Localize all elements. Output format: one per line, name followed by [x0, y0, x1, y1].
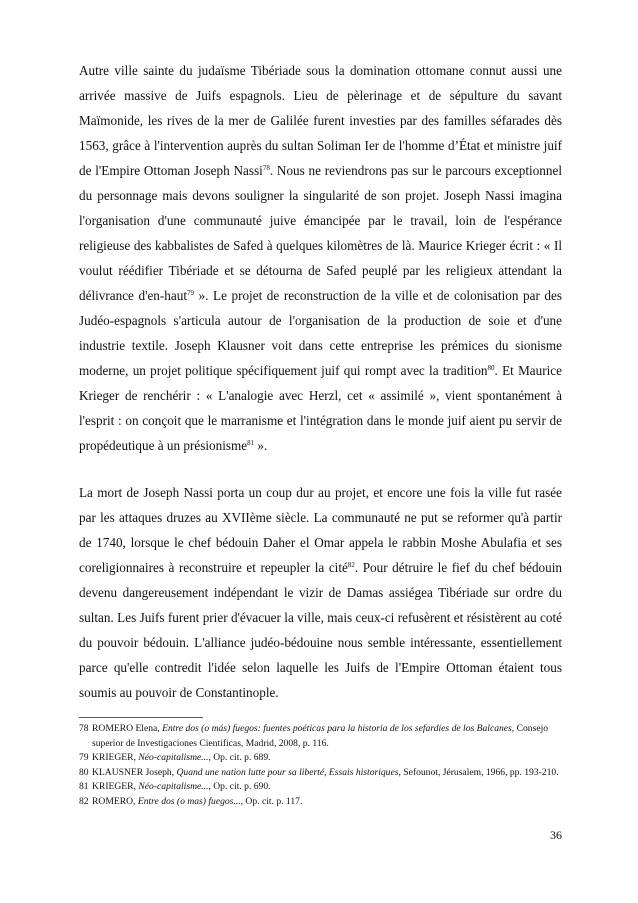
footnote-number: 81 [79, 781, 89, 793]
footnotes [79, 722, 562, 810]
paragraph: La mort de Joseph Nassi porta un coup dur au projet, et encore une fois la ville fut rasée par les attaques druzes au XVIIème siècle. La communauté ne put se reformer qu'à partir de 1740, lorsque le chef bédouin Daher el Omar appela le rabbin Moshe Abulafia et ses coreligionnaires à reconstruire et repeupler la cité$^{82}$. Pour détruire le fief du chef bédouin devenu dangereusement indépendant le vizir de Damas assiégea Tibériade sur ordre du sultan. Les Juifs furent prier d'évacuer la ville, mais ceux-ci refusèrent et résistèrent au coté du pouvoir bédouin. L'alliance judéo-bédouine nous semble intéressante, essentiellement parce qu'elle contredit l'idée selon laquelle les Juifs de l'Empire Ottoman étaient tous soumis au pouvoir de Constantinople. [79, 485, 563, 700]
italic-title: Entre dos (o más) fuegos: fuentes poéticas para la historia de los sefardíes de los Balcanes [162, 723, 512, 734]
paragraph: Autre ville sainte du judaïsme Tibériade sous la domination ottomane connut aussi une arrivée massive de Juifs espagnols. Lieu de pèlerinage et de sépulture du savant Maïmonide, les rives de la mer de Galilée furent investies par des familles séfarades dès 1563, grâce à l'intervention auprès du sultan Soliman Ier de l'homme d’État et ministre juif de l'Empire Ottoman Joseph Nassi$^{78}$. Nous ne reviendrons pas sur le parcours exceptionnel du personnage mais devons souligner la singularité de son projet. Joseph Nassi imagina l'organisation d'une communauté juive émancipée par le travail, loin de l'espérance religieuse des kabbalistes de Safed à quelques kilomètres de là. Maurice Krieger écrit : « Il voulut réédifier Tibériade et se détourna de Safed peuplé par les religieux attendant la délivrance d'en-haut$^{79}$ ». Le projet de reconstruction de la ville et de colonisation par des Judéo-espagnols s'articula autour de l'organisation de la production de soie et d'une industrie textile. Joseph Klausner voit dans cette entreprise les prémices du sionisme moderne, un projet politique spécifiquement juif qui rompt avec la tradition$^{80}$. Et Maurice Krieger de renchérir : « L'analogie avec Herzl, cet « assimilé », vient spontanément à l'esprit : on conçoit que le marranisme et l'intégration dans le monde juif aient pu servir de propédeutique à un présionisme$^{81}$ ». [79, 63, 563, 453]
footnote-text: ROMERO Elena, Entre dos (o más) fuegos: fuentes poéticas para la historia de los sefardíes de los Balcanes, Consejo superior de Investigaciones Científicas, Madrid, 2008, p. 116. [92, 723, 549, 749]
footnote-ref: 81 [247, 439, 255, 447]
footnote-text: KRIEGER, Néo-capitalisme..., Op. cit. p. 690. [92, 781, 271, 793]
page-number: 36 [550, 828, 562, 842]
footnote-number: 80 [79, 766, 89, 778]
footnote [79, 780, 562, 795]
italic-title: Néo-capitalisme... [138, 781, 209, 793]
italic-title: Néo-capitalisme... [138, 752, 209, 764]
footnote-ref: 82 [347, 561, 355, 569]
footnote-number: 82 [79, 795, 89, 807]
footnote-number: 78 [79, 723, 89, 734]
footnote-ref: 80 [487, 364, 495, 372]
footnote-ref: 79 [187, 289, 194, 297]
italic-title: Quand une nation lutte pour sa liberté, Essais historiques [176, 766, 399, 778]
footnote-number: 79 [79, 752, 89, 764]
footnote [79, 722, 562, 751]
main-text [79, 58, 562, 705]
footnote-text: ROMERO, Entre dos (o mas) fuegos..., Op. cit. p. 117. [92, 795, 303, 807]
footnote-separator [79, 717, 203, 718]
footnote [79, 751, 562, 766]
italic-title: Entre dos (o mas) fuegos... [137, 795, 241, 807]
footnote-text: KLAUSNER Joseph, Quand une nation lutte pour sa liberté, Essais historiques, Sefounot, Jérusalem, 1966, pp. 193-210. [92, 766, 559, 778]
footnote [79, 766, 562, 781]
footnote-text: KRIEGER, Néo-capitalisme..., Op. cit. p. 689. [92, 752, 271, 764]
footnote-ref: 78 [262, 164, 270, 172]
footnote [79, 795, 562, 810]
